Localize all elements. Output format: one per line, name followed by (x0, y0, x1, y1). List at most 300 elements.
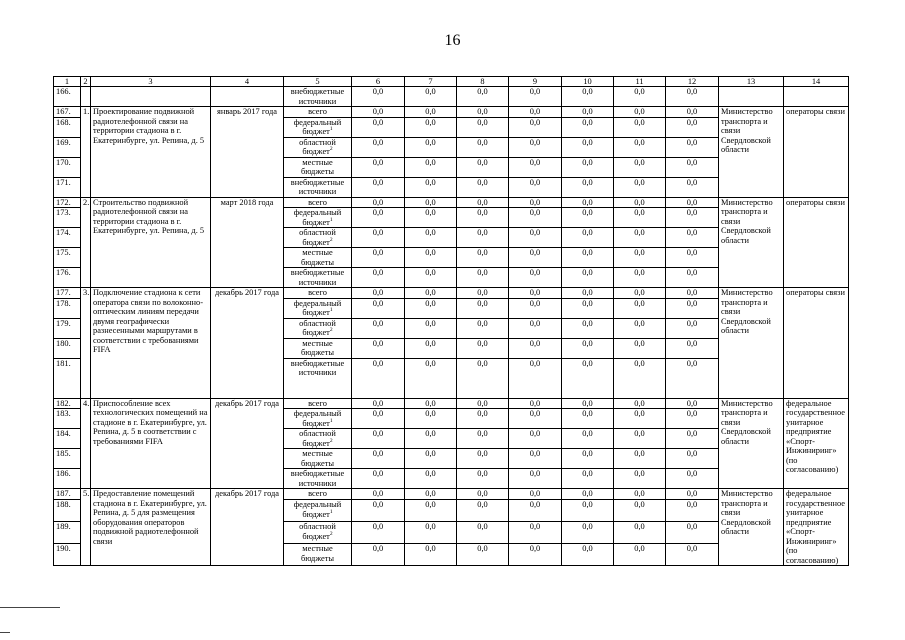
funding-source (284, 208, 352, 228)
amount-cell: 0,0 (457, 208, 509, 228)
row-number: 183. (54, 409, 81, 429)
date-cell: январь 2017 года (211, 107, 284, 198)
amount-cell: 0,0 (457, 117, 509, 137)
amount-cell: 0,0 (562, 409, 614, 429)
footnote-mark: 2 (329, 531, 333, 537)
amount-cell: 0,0 (457, 137, 509, 157)
amount-cell: 0,0 (562, 298, 614, 318)
footnote-mark: 2 (329, 327, 333, 334)
row-number: 173. (54, 208, 81, 228)
row-number: 177. (54, 288, 81, 299)
amount-cell: 0,0 (352, 208, 405, 228)
funding-source (284, 544, 352, 566)
amount-cell: 0,0 (666, 228, 719, 248)
amount-cell: 0,0 (509, 398, 562, 409)
amount-cell: 0,0 (509, 107, 562, 118)
amount-cell: 0,0 (509, 228, 562, 248)
amount-cell: 0,0 (352, 268, 405, 288)
amount-cell: 0,0 (457, 398, 509, 409)
responsible-cell: Министерство транспорта и связи Свердловской области (719, 197, 784, 288)
amount-cell: 0,0 (352, 117, 405, 137)
amount-cell: 0,0 (562, 117, 614, 137)
amount-cell: 0,0 (352, 358, 405, 398)
funding-source-label: местные бюджеты (300, 449, 335, 468)
amount-cell: 0,0 (405, 87, 457, 107)
funding-source-label: областной бюджет (299, 522, 336, 541)
amount-cell: 0,0 (562, 469, 614, 489)
funding-source (284, 358, 352, 398)
date-cell: декабрь 2017 года (211, 398, 284, 489)
table-row (54, 398, 849, 409)
funding-source-label: областной бюджет (299, 137, 336, 156)
amount-cell: 0,0 (457, 157, 509, 177)
amount-cell: 0,0 (614, 298, 666, 318)
amount-cell: 0,0 (405, 469, 457, 489)
amount-cell: 0,0 (614, 288, 666, 299)
amount-cell: 0,0 (457, 544, 509, 566)
amount-cell: 0,0 (457, 338, 509, 358)
amount-cell: 0,0 (457, 107, 509, 118)
amount-cell: 0,0 (666, 500, 719, 522)
amount-cell: 0,0 (352, 288, 405, 299)
row-number: 174. (54, 228, 81, 248)
description-cell: Предоставление помещений стадиона в г. Екатеринбурге, ул. Репина, д. 5 для размещения оборудования операторов подвижной радиотелефонной связи (91, 489, 211, 566)
amount-cell: 0,0 (405, 157, 457, 177)
funding-source (284, 489, 352, 500)
footnote-mark: 2 (329, 236, 333, 243)
amount-cell: 0,0 (666, 248, 719, 268)
amount-cell: 0,0 (562, 208, 614, 228)
amount-cell: 0,0 (457, 228, 509, 248)
amount-cell: 0,0 (562, 544, 614, 566)
amount-cell: 0,0 (614, 208, 666, 228)
row-number: 179. (54, 318, 81, 338)
funding-source (284, 117, 352, 137)
amount-cell: 0,0 (457, 197, 509, 208)
funding-source-label: всего (308, 288, 327, 297)
row-number: 176. (54, 268, 81, 288)
column-number: 1 (54, 77, 81, 87)
column-number: 2 (81, 77, 91, 87)
funding-source-label: местные бюджеты (300, 338, 335, 357)
item-index (81, 87, 91, 107)
footnote-mark: 2 (329, 146, 333, 153)
amount-cell: 0,0 (666, 469, 719, 489)
amount-cell: 0,0 (509, 288, 562, 299)
column-number: 14 (784, 77, 849, 87)
footnote-mark: 2 (329, 437, 333, 444)
amount-cell: 0,0 (352, 137, 405, 157)
amount-cell: 0,0 (457, 429, 509, 449)
amount-cell: 0,0 (352, 228, 405, 248)
description-cell: Подключение стадиона к сети оператора связи по волоконно-оптическим линиям передачи двумя географически разнесенными маршрутами в соответствии с требованиями FIFA (91, 288, 211, 399)
amount-cell: 0,0 (666, 87, 719, 107)
row-number: 182. (54, 398, 81, 409)
amount-cell: 0,0 (405, 544, 457, 566)
amount-cell: 0,0 (509, 268, 562, 288)
column-number: 6 (352, 77, 405, 87)
amount-cell: 0,0 (352, 429, 405, 449)
amount-cell: 0,0 (666, 298, 719, 318)
funding-source (284, 449, 352, 469)
amount-cell: 0,0 (562, 398, 614, 409)
row-number: 169. (54, 137, 81, 157)
date-cell: декабрь 2017 года (211, 489, 284, 566)
footnote-mark: 1 (329, 509, 333, 516)
amount-cell: 0,0 (666, 544, 719, 566)
row-number: 190. (54, 544, 81, 566)
amount-cell: 0,0 (666, 338, 719, 358)
amount-cell: 0,0 (666, 522, 719, 544)
page-edge-mark (0, 632, 10, 633)
amount-cell: 0,0 (457, 469, 509, 489)
table-row (54, 288, 849, 299)
funding-source (284, 288, 352, 299)
amount-cell: 0,0 (562, 157, 614, 177)
amount-cell: 0,0 (562, 228, 614, 248)
item-index: 2. (81, 197, 91, 288)
amount-cell: 0,0 (666, 107, 719, 118)
amount-cell: 0,0 (509, 544, 562, 566)
table-row (54, 87, 849, 107)
amount-cell: 0,0 (666, 449, 719, 469)
amount-cell: 0,0 (509, 318, 562, 338)
item-index: 3. (81, 288, 91, 399)
amount-cell: 0,0 (352, 338, 405, 358)
amount-cell: 0,0 (405, 137, 457, 157)
date-cell (211, 87, 284, 107)
partners-cell: федеральное государственное унитарное предприятие «Спорт-Инжиниринг» (по согласованию) (784, 398, 849, 489)
funding-source (284, 268, 352, 288)
amount-cell: 0,0 (666, 398, 719, 409)
funding-table (53, 76, 849, 566)
amount-cell: 0,0 (405, 107, 457, 118)
amount-cell: 0,0 (614, 268, 666, 288)
description-cell: Приспособление всех технологических помещений на стадионе в г. Екатеринбурге, ул. Репина, д. 5 в соответствии с требованиями FIFA (91, 398, 211, 489)
amount-cell: 0,0 (614, 469, 666, 489)
column-number-row (54, 77, 849, 87)
column-number: 13 (719, 77, 784, 87)
amount-cell: 0,0 (457, 87, 509, 107)
amount-cell: 0,0 (352, 522, 405, 544)
row-number: 184. (54, 429, 81, 449)
amount-cell: 0,0 (614, 409, 666, 429)
funding-source (284, 429, 352, 449)
amount-cell: 0,0 (562, 358, 614, 398)
amount-cell: 0,0 (457, 489, 509, 500)
amount-cell: 0,0 (666, 157, 719, 177)
amount-cell: 0,0 (405, 298, 457, 318)
amount-cell: 0,0 (405, 228, 457, 248)
partners-cell: операторы связи (784, 107, 849, 198)
amount-cell: 0,0 (457, 318, 509, 338)
amount-cell: 0,0 (405, 117, 457, 137)
amount-cell: 0,0 (666, 429, 719, 449)
amount-cell: 0,0 (509, 298, 562, 318)
amount-cell: 0,0 (405, 338, 457, 358)
date-cell: декабрь 2017 года (211, 288, 284, 399)
funding-source-label: областной бюджет (299, 429, 336, 448)
funding-source (284, 409, 352, 429)
column-number: 10 (562, 77, 614, 87)
row-number: 171. (54, 177, 81, 197)
row-number: 186. (54, 469, 81, 489)
column-number: 11 (614, 77, 666, 87)
amount-cell: 0,0 (666, 409, 719, 429)
row-number: 180. (54, 338, 81, 358)
funding-source-label: внебюджетные источники (290, 177, 345, 196)
footnote-mark: 1 (329, 307, 333, 314)
column-number: 9 (509, 77, 562, 87)
amount-cell: 0,0 (562, 288, 614, 299)
amount-cell: 0,0 (405, 398, 457, 409)
amount-cell: 0,0 (614, 248, 666, 268)
row-number: 178. (54, 298, 81, 318)
funding-source-label: местные бюджеты (300, 544, 335, 563)
row-number: 167. (54, 107, 81, 118)
partners-cell: операторы связи (784, 288, 849, 399)
amount-cell: 0,0 (509, 248, 562, 268)
item-index: 1. (81, 107, 91, 198)
description-cell (91, 87, 211, 107)
funding-source-label: областной бюджет (299, 318, 336, 337)
amount-cell: 0,0 (457, 268, 509, 288)
amount-cell: 0,0 (352, 398, 405, 409)
amount-cell: 0,0 (562, 197, 614, 208)
amount-cell: 0,0 (562, 177, 614, 197)
amount-cell: 0,0 (666, 177, 719, 197)
amount-cell: 0,0 (666, 318, 719, 338)
amount-cell: 0,0 (614, 137, 666, 157)
footnote-mark: 1 (329, 216, 333, 223)
amount-cell: 0,0 (509, 429, 562, 449)
amount-cell: 0,0 (562, 107, 614, 118)
responsible-cell: Министерство транспорта и связи Свердловской области (719, 489, 784, 566)
row-number: 185. (54, 449, 81, 469)
responsible-cell: Министерство транспорта и связи Свердловской области (719, 398, 784, 489)
amount-cell: 0,0 (352, 157, 405, 177)
funding-source-label: всего (308, 398, 327, 408)
amount-cell: 0,0 (352, 489, 405, 500)
amount-cell: 0,0 (562, 500, 614, 522)
item-index: 4. (81, 398, 91, 489)
footnote-mark: 1 (329, 126, 333, 133)
amount-cell: 0,0 (509, 338, 562, 358)
amount-cell: 0,0 (457, 409, 509, 429)
amount-cell: 0,0 (666, 197, 719, 208)
amount-cell: 0,0 (352, 298, 405, 318)
amount-cell: 0,0 (352, 449, 405, 469)
amount-cell: 0,0 (614, 358, 666, 398)
amount-cell: 0,0 (405, 449, 457, 469)
amount-cell: 0,0 (457, 248, 509, 268)
amount-cell: 0,0 (562, 338, 614, 358)
funding-source (284, 500, 352, 522)
funding-source (284, 87, 352, 107)
responsible-cell: Министерство транспорта и связи Свердловской области (719, 288, 784, 399)
amount-cell: 0,0 (352, 107, 405, 118)
row-number: 188. (54, 500, 81, 522)
amount-cell: 0,0 (457, 288, 509, 299)
row-number: 168. (54, 117, 81, 137)
amount-cell: 0,0 (666, 117, 719, 137)
amount-cell: 0,0 (352, 409, 405, 429)
funding-source-label: областной бюджет (299, 228, 336, 247)
amount-cell: 0,0 (457, 358, 509, 398)
funding-source-label: всего (308, 489, 327, 498)
row-number: 170. (54, 157, 81, 177)
amount-cell: 0,0 (509, 157, 562, 177)
amount-cell: 0,0 (614, 157, 666, 177)
amount-cell: 0,0 (509, 358, 562, 398)
funding-source-label: местные бюджеты (300, 248, 335, 267)
amount-cell: 0,0 (509, 500, 562, 522)
funding-source-label: внебюджетные источники (290, 268, 345, 287)
amount-cell: 0,0 (405, 409, 457, 429)
amount-cell: 0,0 (405, 522, 457, 544)
funding-source (284, 298, 352, 318)
row-number: 189. (54, 522, 81, 544)
amount-cell: 0,0 (614, 522, 666, 544)
amount-cell: 0,0 (509, 489, 562, 500)
amount-cell: 0,0 (509, 522, 562, 544)
column-number: 8 (457, 77, 509, 87)
amount-cell: 0,0 (614, 318, 666, 338)
amount-cell: 0,0 (614, 489, 666, 500)
amount-cell: 0,0 (562, 268, 614, 288)
amount-cell: 0,0 (614, 197, 666, 208)
item-index: 5. (81, 489, 91, 566)
amount-cell: 0,0 (666, 137, 719, 157)
amount-cell: 0,0 (666, 268, 719, 288)
funding-source (284, 469, 352, 489)
column-number: 12 (666, 77, 719, 87)
amount-cell: 0,0 (352, 177, 405, 197)
amount-cell: 0,0 (405, 318, 457, 338)
amount-cell: 0,0 (509, 469, 562, 489)
amount-cell: 0,0 (352, 544, 405, 566)
amount-cell: 0,0 (405, 268, 457, 288)
amount-cell: 0,0 (509, 409, 562, 429)
funding-source-label: местные бюджеты (300, 157, 335, 176)
amount-cell: 0,0 (405, 208, 457, 228)
funding-source-label: всего (308, 107, 327, 116)
amount-cell: 0,0 (614, 544, 666, 566)
funding-source-label: федеральный бюджет (293, 117, 342, 136)
amount-cell: 0,0 (457, 298, 509, 318)
funding-source (284, 157, 352, 177)
funding-source (284, 522, 352, 544)
amount-cell: 0,0 (614, 429, 666, 449)
amount-cell: 0,0 (509, 197, 562, 208)
amount-cell: 0,0 (562, 522, 614, 544)
funding-source-label: внебюджетные источники (290, 87, 345, 106)
amount-cell: 0,0 (352, 318, 405, 338)
amount-cell: 0,0 (352, 248, 405, 268)
partners-cell: федеральное государственное унитарное предприятие «Спорт-Инжиниринг» (по согласованию) (784, 489, 849, 566)
funding-source-label: внебюджетные источники (290, 469, 345, 488)
amount-cell: 0,0 (405, 489, 457, 500)
amount-cell: 0,0 (509, 449, 562, 469)
amount-cell: 0,0 (509, 87, 562, 107)
funding-source (284, 398, 352, 409)
funding-source-label: внебюджетные источники (290, 358, 345, 377)
date-cell: март 2018 года (211, 197, 284, 288)
funding-source-label: федеральный бюджет (293, 298, 342, 317)
row-number: 166. (54, 87, 81, 107)
amount-cell: 0,0 (614, 87, 666, 107)
funding-source (284, 177, 352, 197)
funding-source (284, 338, 352, 358)
row-number: 187. (54, 489, 81, 500)
responsible-cell: Министерство транспорта и связи Свердловской области (719, 107, 784, 198)
page-edge-mark (0, 607, 60, 608)
page-number: 16 (444, 32, 461, 49)
column-number: 4 (211, 77, 284, 87)
amount-cell: 0,0 (457, 500, 509, 522)
column-number: 7 (405, 77, 457, 87)
amount-cell: 0,0 (352, 87, 405, 107)
footnote-mark: 1 (329, 417, 333, 424)
amount-cell: 0,0 (405, 197, 457, 208)
amount-cell: 0,0 (562, 87, 614, 107)
funding-source (284, 228, 352, 248)
row-number: 175. (54, 248, 81, 268)
amount-cell: 0,0 (614, 398, 666, 409)
amount-cell: 0,0 (562, 429, 614, 449)
description-cell: Строительство подвижной радиотелефонной связи на территории стадиона в г. Екатеринбурге, ул. Репина, д. 5 (91, 197, 211, 288)
amount-cell: 0,0 (405, 500, 457, 522)
funding-source-label: федеральный бюджет (293, 500, 342, 519)
amount-cell: 0,0 (666, 208, 719, 228)
table-row (54, 197, 849, 208)
amount-cell: 0,0 (405, 248, 457, 268)
amount-cell: 0,0 (457, 449, 509, 469)
amount-cell: 0,0 (562, 449, 614, 469)
amount-cell: 0,0 (614, 107, 666, 118)
column-number: 5 (284, 77, 352, 87)
amount-cell: 0,0 (405, 177, 457, 197)
responsible-cell (719, 87, 784, 107)
amount-cell: 0,0 (562, 137, 614, 157)
amount-cell: 0,0 (666, 358, 719, 398)
amount-cell: 0,0 (352, 197, 405, 208)
amount-cell: 0,0 (352, 500, 405, 522)
amount-cell: 0,0 (457, 177, 509, 197)
funding-source-label: всего (308, 197, 327, 207)
funding-source (284, 248, 352, 268)
funding-source (284, 137, 352, 157)
description-cell: Проектирование подвижной радиотелефонной связи на территории стадиона в г. Екатеринбурге, ул. Репина, д. 5 (91, 107, 211, 198)
amount-cell: 0,0 (509, 137, 562, 157)
amount-cell: 0,0 (666, 288, 719, 299)
column-number: 3 (91, 77, 211, 87)
row-number: 172. (54, 197, 81, 208)
amount-cell: 0,0 (614, 177, 666, 197)
funding-source (284, 107, 352, 118)
amount-cell: 0,0 (405, 429, 457, 449)
funding-source-label: федеральный бюджет (293, 409, 342, 428)
amount-cell: 0,0 (509, 177, 562, 197)
row-number: 181. (54, 358, 81, 398)
table-row (54, 489, 849, 500)
amount-cell: 0,0 (562, 318, 614, 338)
amount-cell: 0,0 (666, 489, 719, 500)
amount-cell: 0,0 (614, 338, 666, 358)
amount-cell: 0,0 (614, 117, 666, 137)
amount-cell: 0,0 (509, 117, 562, 137)
amount-cell: 0,0 (614, 500, 666, 522)
